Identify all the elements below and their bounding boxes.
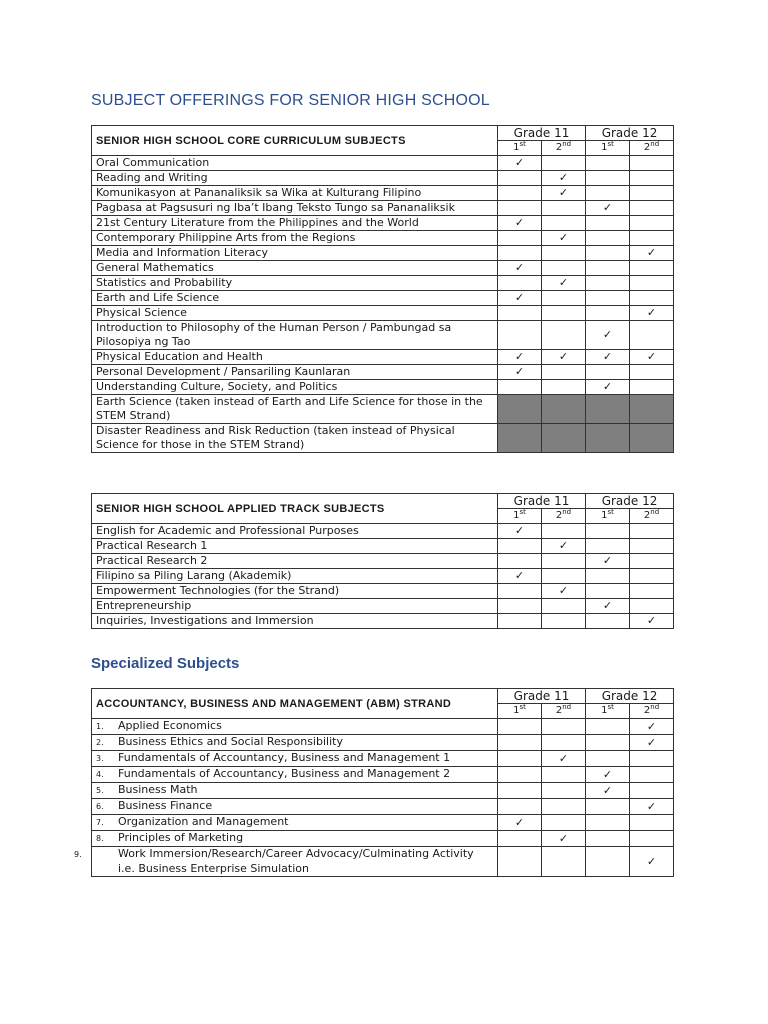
empty-cell <box>630 599 674 614</box>
empty-cell <box>498 751 542 767</box>
check-mark-cell: ✓ <box>630 246 674 261</box>
check-mark-cell: ✓ <box>586 321 630 350</box>
check-mark-cell: ✓ <box>542 831 586 847</box>
empty-cell <box>542 424 586 453</box>
check-mark-cell: ✓ <box>542 584 586 599</box>
subject-name: English for Academic and Professional Purposes <box>92 524 498 539</box>
empty-cell <box>542 306 586 321</box>
subject-name: Understanding Culture, Society, and Politics <box>92 380 498 395</box>
empty-cell <box>498 783 542 799</box>
check-mark-cell: ✓ <box>630 350 674 365</box>
empty-cell <box>498 171 542 186</box>
table-row <box>92 276 674 291</box>
table-row <box>92 291 674 306</box>
semester-1-header: 1st <box>498 704 542 719</box>
table-row <box>92 767 674 783</box>
core-table-body <box>92 156 674 453</box>
empty-cell <box>542 395 586 424</box>
subject-name: Physical Education and Health <box>92 350 498 365</box>
subject-name <box>92 831 498 847</box>
empty-cell <box>498 424 542 453</box>
semester-1-header: 1st <box>498 509 542 524</box>
empty-cell <box>586 539 630 554</box>
check-mark-cell: ✓ <box>542 539 586 554</box>
empty-cell <box>542 799 586 815</box>
core-subjects-table <box>91 125 674 453</box>
check-mark-cell: ✓ <box>498 291 542 306</box>
empty-cell <box>630 291 674 306</box>
semester-1-header: 1st <box>586 141 630 156</box>
table-row <box>92 306 674 321</box>
empty-cell <box>630 276 674 291</box>
subject-name <box>92 767 498 783</box>
grade-11-header: Grade 11 <box>498 494 586 509</box>
subject-name <box>92 799 498 815</box>
subject-label: Organization and Management <box>118 815 289 828</box>
check-mark-cell: ✓ <box>498 216 542 231</box>
empty-cell <box>586 395 630 424</box>
table-row <box>92 246 674 261</box>
check-mark-cell: ✓ <box>542 171 586 186</box>
empty-cell <box>630 524 674 539</box>
subject-name: Inquiries, Investigations and Immersion <box>92 614 498 629</box>
subject-name: Physical Science <box>92 306 498 321</box>
empty-cell <box>630 584 674 599</box>
table-row <box>92 599 674 614</box>
subject-name: Komunikasyon at Pananaliksik sa Wika at Kulturang Filipino <box>92 186 498 201</box>
empty-cell <box>586 847 630 877</box>
empty-cell <box>586 261 630 276</box>
subject-label: Applied Economics <box>118 719 222 732</box>
applied-subjects-table <box>91 493 674 629</box>
empty-cell <box>630 815 674 831</box>
empty-cell <box>498 380 542 395</box>
table-row <box>92 365 674 380</box>
empty-cell <box>586 719 630 735</box>
subject-name: Reading and Writing <box>92 171 498 186</box>
subject-label: Principles of Marketing <box>118 831 244 844</box>
subject-name: Practical Research 1 <box>92 539 498 554</box>
table-row <box>92 395 674 424</box>
table-row <box>92 847 674 877</box>
subject-name: General Mathematics <box>92 261 498 276</box>
empty-cell <box>542 783 586 799</box>
empty-cell <box>498 395 542 424</box>
empty-cell <box>498 306 542 321</box>
empty-cell <box>542 767 586 783</box>
empty-cell <box>630 569 674 584</box>
check-mark-cell: ✓ <box>542 276 586 291</box>
check-mark-cell: ✓ <box>586 350 630 365</box>
empty-cell <box>498 231 542 246</box>
check-mark-cell: ✓ <box>630 847 674 877</box>
grade-11-header: Grade 11 <box>498 689 586 704</box>
row-number: 9. <box>74 850 82 859</box>
empty-cell <box>630 395 674 424</box>
table-row <box>92 569 674 584</box>
table-row <box>92 321 674 350</box>
subject-name: Practical Research 2 <box>92 554 498 569</box>
subject-name: Statistics and Probability <box>92 276 498 291</box>
table-row <box>92 584 674 599</box>
table-row <box>92 783 674 799</box>
empty-cell <box>498 847 542 877</box>
empty-cell <box>630 186 674 201</box>
empty-cell <box>630 831 674 847</box>
empty-cell <box>630 424 674 453</box>
check-mark-cell: ✓ <box>498 569 542 584</box>
table-row <box>92 554 674 569</box>
semester-1-header: 1st <box>498 141 542 156</box>
subject-name: Entrepreneurship <box>92 599 498 614</box>
grade-12-header: Grade 12 <box>586 689 674 704</box>
table-row <box>92 539 674 554</box>
check-mark-cell: ✓ <box>542 751 586 767</box>
empty-cell <box>498 767 542 783</box>
empty-cell <box>542 321 586 350</box>
subject-name: Introduction to Philosophy of the Human Person / Pambungad sa Pilosopiya ng Tao <box>92 321 498 350</box>
subject-name: Contemporary Philippine Arts from the Regions <box>92 231 498 246</box>
empty-cell <box>586 171 630 186</box>
check-mark-cell: ✓ <box>542 186 586 201</box>
table-row <box>92 751 674 767</box>
table-row <box>92 186 674 201</box>
subject-label: Work Immersion/Research/Career Advocacy/Culminating Activity i.e. Business Enterprise Simulation <box>118 847 474 875</box>
empty-cell <box>630 539 674 554</box>
abm-subjects-table <box>74 688 674 877</box>
empty-cell <box>586 231 630 246</box>
empty-cell <box>498 614 542 629</box>
empty-cell <box>586 156 630 171</box>
semester-2-header: 2nd <box>630 509 674 524</box>
empty-cell <box>542 614 586 629</box>
table-row <box>92 261 674 276</box>
check-mark-cell: ✓ <box>630 799 674 815</box>
subject-name: Media and Information Literacy <box>92 246 498 261</box>
empty-cell <box>542 261 586 276</box>
table-row <box>92 424 674 453</box>
empty-cell <box>542 847 586 877</box>
row-number: 8. <box>96 834 104 843</box>
table-row <box>92 831 674 847</box>
table-row <box>92 614 674 629</box>
grade-12-header: Grade 12 <box>586 494 674 509</box>
empty-cell <box>586 524 630 539</box>
empty-cell <box>630 201 674 216</box>
empty-cell <box>586 246 630 261</box>
empty-cell <box>630 767 674 783</box>
subject-name <box>74 847 498 877</box>
empty-cell <box>542 524 586 539</box>
empty-cell <box>542 156 586 171</box>
empty-cell <box>586 424 630 453</box>
empty-cell <box>630 321 674 350</box>
subject-name: Earth Science (taken instead of Earth and Life Science for those in the STEM Strand) <box>92 395 498 424</box>
row-number: 4. <box>96 770 104 779</box>
empty-cell <box>542 291 586 306</box>
empty-cell <box>498 719 542 735</box>
check-mark-cell: ✓ <box>498 815 542 831</box>
empty-cell <box>630 156 674 171</box>
check-mark-cell: ✓ <box>586 554 630 569</box>
empty-cell <box>498 276 542 291</box>
table-row <box>92 231 674 246</box>
empty-cell <box>586 799 630 815</box>
table-row <box>92 380 674 395</box>
table-row <box>92 201 674 216</box>
check-mark-cell: ✓ <box>630 306 674 321</box>
subject-label: Business Ethics and Social Responsibility <box>118 735 343 748</box>
check-mark-cell: ✓ <box>542 350 586 365</box>
empty-cell <box>586 306 630 321</box>
semester-2-header: 2nd <box>630 704 674 719</box>
empty-cell <box>586 815 630 831</box>
semester-2-header: 2nd <box>542 704 586 719</box>
abm-table-header: ACCOUNTANCY, BUSINESS AND MANAGEMENT (ABM) STRAND <box>92 689 498 719</box>
empty-cell <box>586 291 630 306</box>
semester-2-header: 2nd <box>542 509 586 524</box>
subject-label: Business Math <box>118 783 198 796</box>
subject-name: Personal Development / Pansariling Kaunlaran <box>92 365 498 380</box>
page-title: SUBJECT OFFERINGS FOR SENIOR HIGH SCHOOL <box>91 92 490 109</box>
empty-cell <box>542 216 586 231</box>
empty-cell <box>586 365 630 380</box>
empty-cell <box>542 246 586 261</box>
check-mark-cell: ✓ <box>586 599 630 614</box>
specialized-subjects-heading: Specialized Subjects <box>91 655 240 672</box>
empty-cell <box>498 186 542 201</box>
row-number: 2. <box>96 738 104 747</box>
empty-cell <box>542 554 586 569</box>
empty-cell <box>586 831 630 847</box>
semester-2-header: 2nd <box>542 141 586 156</box>
empty-cell <box>542 735 586 751</box>
grade-11-header: Grade 11 <box>498 126 586 141</box>
subject-label: Business Finance <box>118 799 213 812</box>
applied-table-body <box>92 524 674 629</box>
table-row <box>92 719 674 735</box>
empty-cell <box>542 815 586 831</box>
table-row <box>92 815 674 831</box>
empty-cell <box>586 569 630 584</box>
empty-cell <box>630 171 674 186</box>
subject-name: Filipino sa Piling Larang (Akademik) <box>92 569 498 584</box>
check-mark-cell: ✓ <box>586 201 630 216</box>
semester-1-header: 1st <box>586 704 630 719</box>
subject-name: Disaster Readiness and Risk Reduction (taken instead of Physical Science for those in the STEM Strand) <box>92 424 498 453</box>
table-row <box>92 799 674 815</box>
empty-cell <box>586 186 630 201</box>
subject-name: 21st Century Literature from the Philippines and the World <box>92 216 498 231</box>
table-row <box>92 350 674 365</box>
row-number: 1. <box>96 722 104 731</box>
empty-cell <box>498 735 542 751</box>
empty-cell <box>586 614 630 629</box>
check-mark-cell: ✓ <box>498 524 542 539</box>
check-mark-cell: ✓ <box>498 365 542 380</box>
empty-cell <box>498 554 542 569</box>
subject-name <box>92 815 498 831</box>
empty-cell <box>498 321 542 350</box>
subject-name <box>92 751 498 767</box>
grade-12-header: Grade 12 <box>586 126 674 141</box>
subject-name: Pagbasa at Pagsusuri ng Iba’t Ibang Teksto Tungo sa Pananaliksik <box>92 201 498 216</box>
table-row <box>92 171 674 186</box>
subject-name: Empowerment Technologies (for the Strand) <box>92 584 498 599</box>
empty-cell <box>542 380 586 395</box>
empty-cell <box>586 735 630 751</box>
empty-cell <box>630 365 674 380</box>
empty-cell <box>586 216 630 231</box>
core-table-header: SENIOR HIGH SCHOOL CORE CURRICULUM SUBJECTS <box>92 126 498 156</box>
table-row <box>92 735 674 751</box>
empty-cell <box>586 584 630 599</box>
empty-cell <box>630 216 674 231</box>
subject-name <box>92 783 498 799</box>
empty-cell <box>542 719 586 735</box>
row-number: 7. <box>96 818 104 827</box>
check-mark-cell: ✓ <box>498 261 542 276</box>
subject-label: Fundamentals of Accountancy, Business and Management 1 <box>118 751 451 764</box>
row-number: 5. <box>96 786 104 795</box>
semester-1-header: 1st <box>586 509 630 524</box>
table-row <box>92 156 674 171</box>
empty-cell <box>630 554 674 569</box>
abm-table-body <box>74 719 674 877</box>
check-mark-cell: ✓ <box>586 767 630 783</box>
empty-cell <box>498 246 542 261</box>
check-mark-cell: ✓ <box>586 783 630 799</box>
empty-cell <box>630 380 674 395</box>
subject-name: Earth and Life Science <box>92 291 498 306</box>
empty-cell <box>498 539 542 554</box>
applied-table-header: SENIOR HIGH SCHOOL APPLIED TRACK SUBJECTS <box>92 494 498 524</box>
empty-cell <box>542 569 586 584</box>
row-number: 3. <box>96 754 104 763</box>
empty-cell <box>542 201 586 216</box>
empty-cell <box>542 599 586 614</box>
check-mark-cell: ✓ <box>542 231 586 246</box>
empty-cell <box>542 365 586 380</box>
empty-cell <box>630 783 674 799</box>
subject-label: Fundamentals of Accountancy, Business and Management 2 <box>118 767 451 780</box>
empty-cell <box>498 584 542 599</box>
row-number: 6. <box>96 802 104 811</box>
subject-name <box>92 719 498 735</box>
check-mark-cell: ✓ <box>630 735 674 751</box>
empty-cell <box>630 751 674 767</box>
subject-name: Oral Communication <box>92 156 498 171</box>
empty-cell <box>498 799 542 815</box>
empty-cell <box>586 276 630 291</box>
check-mark-cell: ✓ <box>498 156 542 171</box>
empty-cell <box>630 231 674 246</box>
check-mark-cell: ✓ <box>498 350 542 365</box>
subject-name <box>92 735 498 751</box>
check-mark-cell: ✓ <box>586 380 630 395</box>
empty-cell <box>498 201 542 216</box>
empty-cell <box>498 599 542 614</box>
check-mark-cell: ✓ <box>630 614 674 629</box>
table-row <box>92 524 674 539</box>
empty-cell <box>498 831 542 847</box>
check-mark-cell: ✓ <box>630 719 674 735</box>
semester-2-header: 2nd <box>630 141 674 156</box>
empty-cell <box>630 261 674 276</box>
table-row <box>92 216 674 231</box>
empty-cell <box>586 751 630 767</box>
